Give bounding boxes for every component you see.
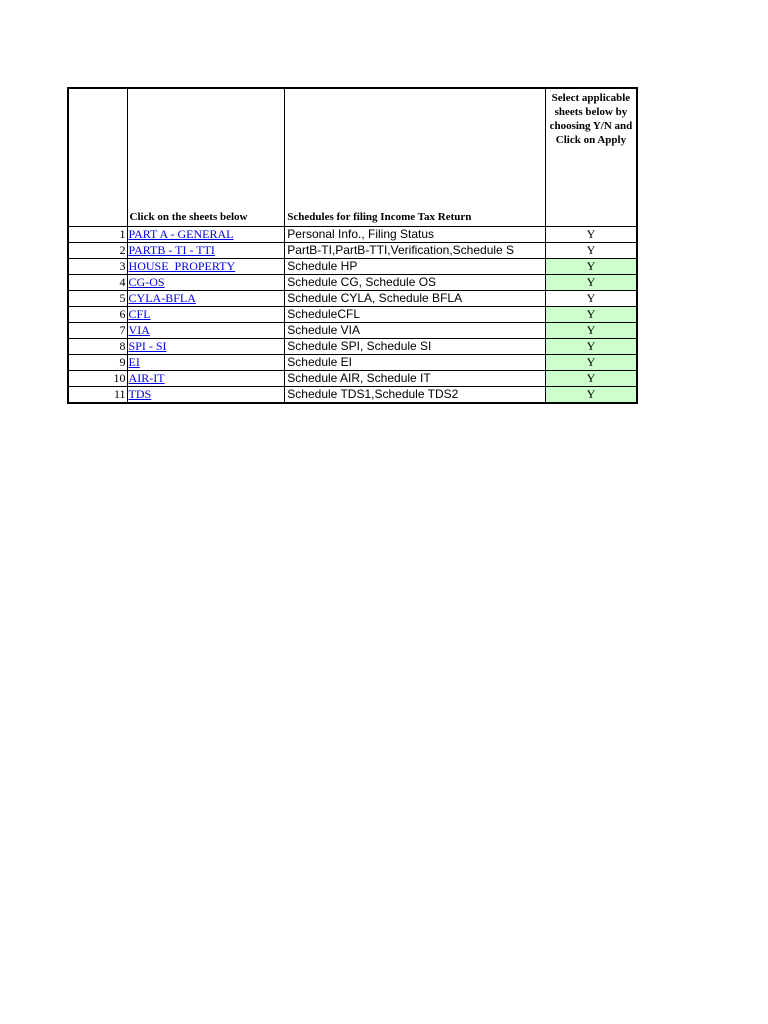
sheet-link[interactable]: CFL <box>128 307 151 321</box>
select-yn-cell[interactable]: Y <box>545 371 637 387</box>
sheet-link-cell <box>127 275 285 291</box>
select-yn-cell[interactable]: Y <box>545 243 637 259</box>
sheet-link[interactable]: HOUSE_PROPERTY <box>128 259 236 273</box>
schedule-description: Schedule VIA <box>285 323 546 339</box>
sheet-link-cell <box>127 291 285 307</box>
row-number: 6 <box>68 307 127 323</box>
table-row <box>68 259 637 275</box>
sheet-link[interactable]: CYLA-BFLA <box>128 291 196 305</box>
sheet-link-cell <box>127 323 285 339</box>
schedule-description: Schedule AIR, Schedule IT <box>285 371 546 387</box>
row-number: 2 <box>68 243 127 259</box>
sheet-link-cell <box>127 307 285 323</box>
select-yn-cell[interactable]: Y <box>545 307 637 323</box>
sheet-link[interactable]: PARTB - TI - TTI <box>128 243 215 257</box>
schedule-description: Schedule CG, Schedule OS <box>285 275 546 291</box>
header-row <box>68 88 637 227</box>
sheet-link[interactable]: CG-OS <box>128 275 165 289</box>
header-num <box>68 88 127 227</box>
row-number: 8 <box>68 339 127 355</box>
table-row <box>68 291 637 307</box>
table-row <box>68 371 637 387</box>
row-number: 3 <box>68 259 127 275</box>
sheet-link-cell <box>127 355 285 371</box>
sheet-link-cell <box>127 243 285 259</box>
schedule-description: ScheduleCFL <box>285 307 546 323</box>
row-number: 4 <box>68 275 127 291</box>
row-number: 9 <box>68 355 127 371</box>
schedule-description: Schedule EI <box>285 355 546 371</box>
sheet-link[interactable]: AIR-IT <box>128 371 165 385</box>
row-number: 1 <box>68 227 127 243</box>
select-yn-cell[interactable]: Y <box>545 227 637 243</box>
header-schedules: Schedules for filing Income Tax Return <box>285 88 546 227</box>
table-row <box>68 387 637 404</box>
sheet-link-cell <box>127 387 285 404</box>
header-sheets: Click on the sheets below <box>127 88 285 227</box>
select-yn-cell[interactable]: Y <box>545 339 637 355</box>
select-yn-cell[interactable]: Y <box>545 387 637 404</box>
sheet-link[interactable]: TDS <box>128 387 152 401</box>
select-yn-cell[interactable]: Y <box>545 323 637 339</box>
schedule-description: Schedule SPI, Schedule SI <box>285 339 546 355</box>
sheet-link[interactable]: EI <box>128 355 140 369</box>
sheet-link[interactable]: VIA <box>128 323 150 337</box>
header-select: Select applicable sheets below by choosing Y/N and Click on Apply <box>545 88 637 227</box>
sheet-link-cell <box>127 371 285 387</box>
row-number: 11 <box>68 387 127 404</box>
row-number: 5 <box>68 291 127 307</box>
table-row <box>68 355 637 371</box>
select-yn-cell[interactable]: Y <box>545 355 637 371</box>
schedule-description: Personal Info., Filing Status <box>285 227 546 243</box>
sheet-link-cell <box>127 339 285 355</box>
schedule-description: Schedule CYLA, Schedule BFLA <box>285 291 546 307</box>
row-number: 10 <box>68 371 127 387</box>
select-yn-cell[interactable]: Y <box>545 259 637 275</box>
row-number: 7 <box>68 323 127 339</box>
select-yn-cell[interactable]: Y <box>545 275 637 291</box>
sheet-link[interactable]: SPI - SI <box>128 339 167 353</box>
table-row <box>68 227 637 243</box>
sheet-link-cell <box>127 259 285 275</box>
sheet-link[interactable]: PART A - GENERAL <box>128 227 234 241</box>
schedule-description: PartB-TI,PartB-TTI,Verification,Schedule S <box>285 243 546 259</box>
table-row <box>68 275 637 291</box>
sheet-link-cell <box>127 227 285 243</box>
table-row <box>68 339 637 355</box>
table-row <box>68 323 637 339</box>
select-yn-cell[interactable]: Y <box>545 291 637 307</box>
table-row <box>68 307 637 323</box>
schedule-selection-table <box>67 87 638 404</box>
schedule-description: Schedule TDS1,Schedule TDS2 <box>285 387 546 404</box>
schedule-description: Schedule HP <box>285 259 546 275</box>
table-row <box>68 243 637 259</box>
